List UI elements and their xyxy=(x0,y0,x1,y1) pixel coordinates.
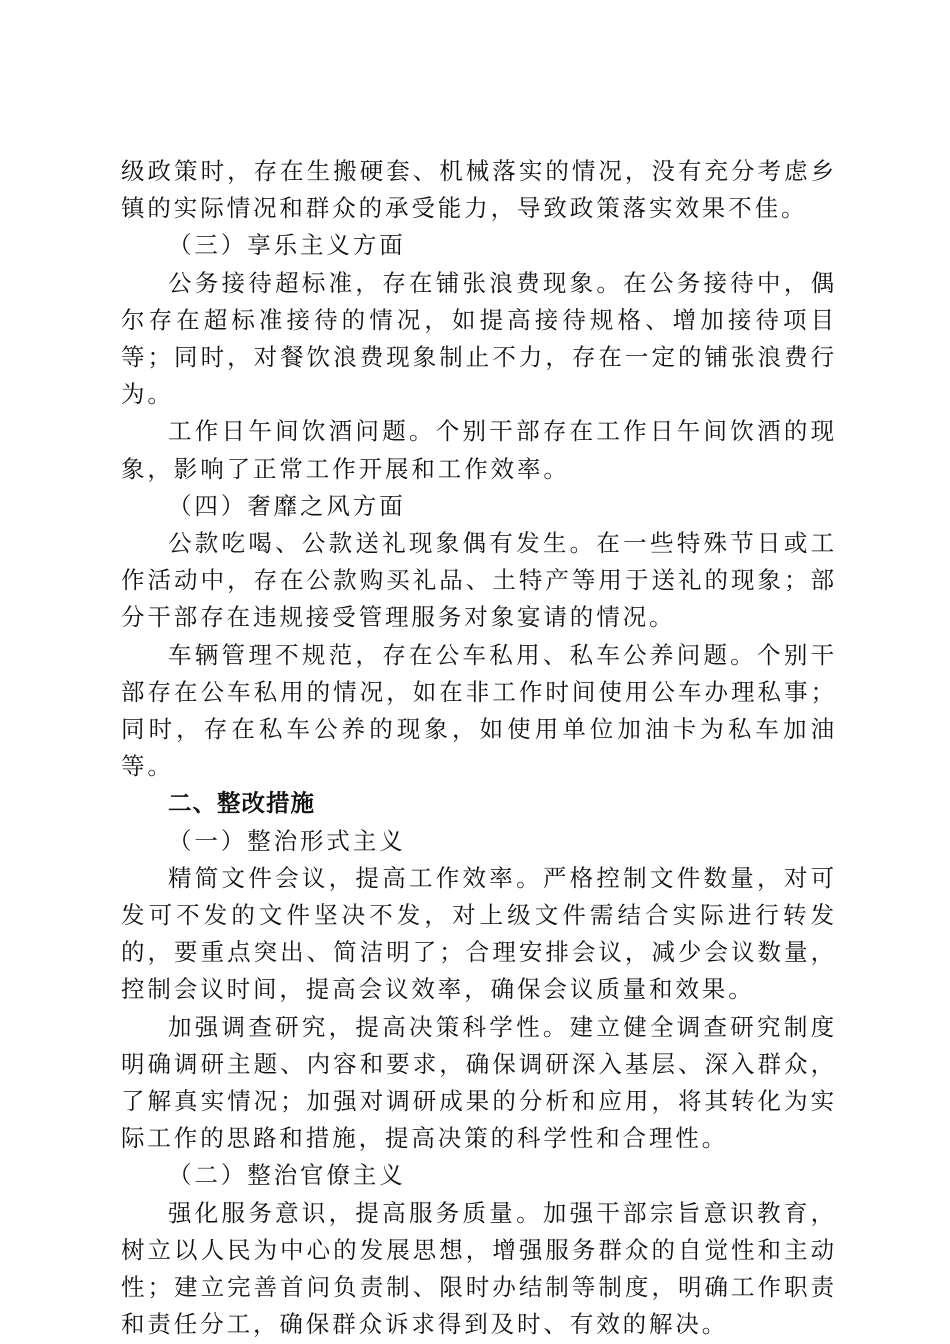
paragraph-continuation: 级政策时，存在生搬硬套、机械落实的情况，没有充分考虑乡镇的实际情况和群众的承受能力，导致政策落实效果不佳。 xyxy=(121,157,837,223)
section-heading-hedonism: （三）享乐主义方面 xyxy=(168,231,406,260)
paragraph-service: 强化服务意识，提高服务质量。加强干部宗旨意识教育，树立以人民为中心的发展思想，增强服务群众的自觉性和主动性；建立完善首问负责制、限时办结制等制度，明确工作职责和责任分工，确保群众诉求得到及时、有效的解决。 xyxy=(121,1198,837,1339)
paragraph-research: 加强调查研究，提高决策科学性。建立健全调查研究制度明确调研主题、内容和要求，确保调研深入基层、深入群众，了解真实情况；加强对调研成果的分析和应用，将其转化为实际工作的思路和措施，提高决策的科学性和合理性。 xyxy=(121,1012,837,1153)
paragraph-documents-meetings: 精简文件会议，提高工作效率。严格控制文件数量，对可发可不发的文件坚决不发，对上级文件需结合实际进行转发的，要重点突出、简洁明了；合理安排会议，减少会议数量，控制会议时间，提高会议效率，确保会议质量和效果。 xyxy=(121,863,837,1004)
section-heading-bureaucratism: （二）整治官僚主义 xyxy=(168,1161,406,1190)
section-heading-extravagance: （四）奢靡之风方面 xyxy=(168,491,406,520)
paragraph-vehicles: 车辆管理不规范，存在公车私用、私车公养问题。个别干部存在公车私用的情况，如在非工作时间使用公车办理私事；同时，存在私车公养的现象，如使用单位加油卡为私车加油等。 xyxy=(121,640,837,781)
paragraph-drinking: 工作日午间饮酒问题。个别干部存在工作日午间饮酒的现象，影响了正常工作开展和工作效率。 xyxy=(121,417,837,483)
document-body xyxy=(121,153,837,1344)
heading-rectification-measures: 二、整改措施 xyxy=(168,789,315,818)
paragraph-public-funds: 公款吃喝、公款送礼现象偶有发生。在一些特殊节日或工作活动中，存在公款购买礼品、土特产等用于送礼的现象；部分干部存在违规接受管理服务对象宴请的情况。 xyxy=(121,529,837,632)
paragraph-reception: 公务接待超标准，存在铺张浪费现象。在公务接待中，偶尔存在超标准接待的情况，如提高接待规格、增加接待项目等；同时，对餐饮浪费现象制止不力，存在一定的铺张浪费行为。 xyxy=(121,268,837,409)
section-heading-formalism: （一）整治形式主义 xyxy=(168,826,406,855)
